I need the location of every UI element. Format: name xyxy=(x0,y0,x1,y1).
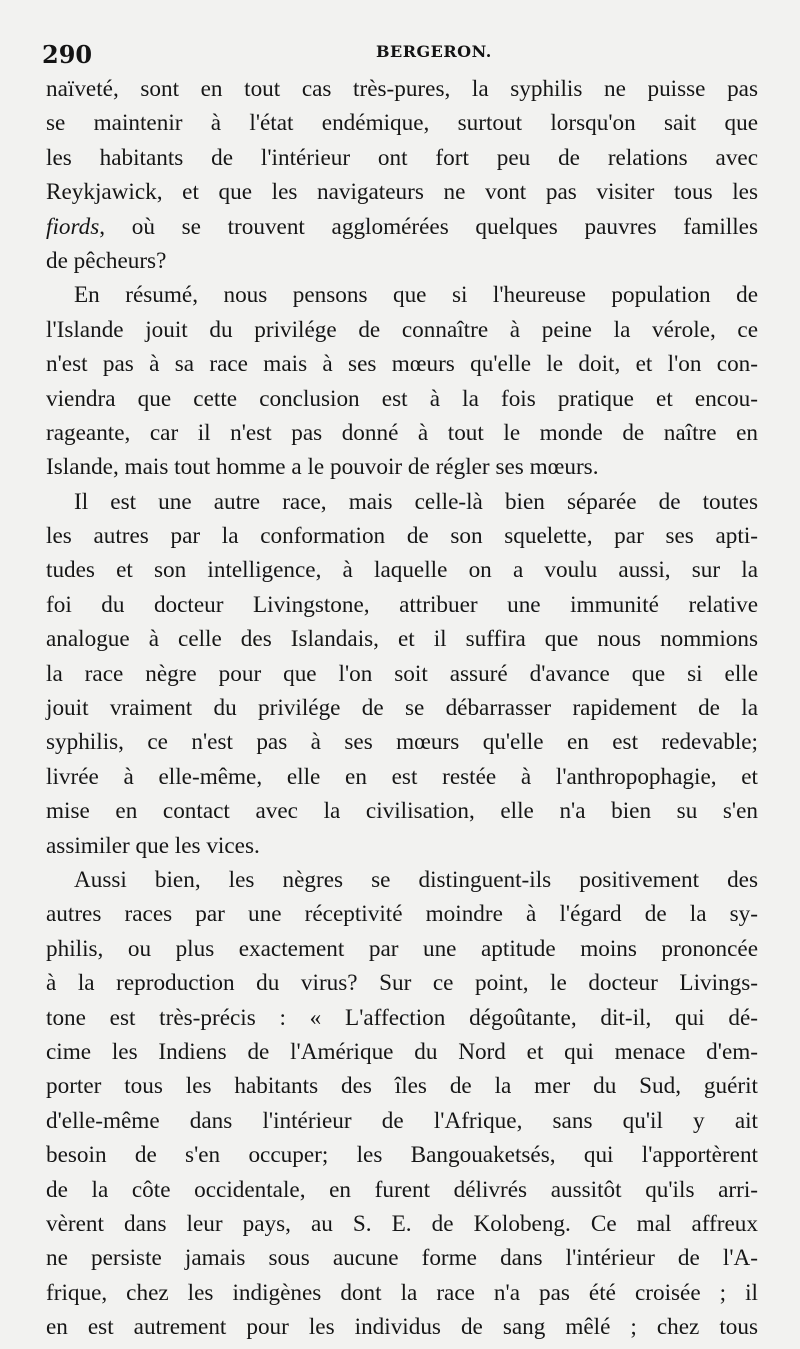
text-span: , où se trouvent agglomérées quelques pauvres familles xyxy=(99,213,758,240)
text-line: ne persiste jamais sous aucune forme dans l'intérieur de l'A- xyxy=(46,1245,758,1272)
text-line: tudes et son intelligence, à laquelle on a voulu aussi, sur la xyxy=(46,557,758,584)
text-line: à la reproduction du virus? Sur ce point, le docteur Livings- xyxy=(46,970,758,997)
text-line: Aussi bien, les nègres se distinguent-ils positivement des xyxy=(74,866,758,893)
text-line: autres races par une réceptivité moindre à l'égard de la sy- xyxy=(46,901,758,928)
text-line: Il est une autre race, mais celle-là bien séparée de toutes xyxy=(74,488,758,515)
text-line: mise en contact avec la civilisation, elle n'a bien su s'en xyxy=(46,798,758,825)
text-line: en est autrement pour les individus de sang mêlé ; chez tous xyxy=(46,1314,758,1341)
page-header xyxy=(42,40,758,70)
text-line: viendra que cette conclusion est à la fois pratique et encou- xyxy=(46,385,758,412)
text-line: Islande, mais tout homme a le pouvoir de régler ses mœurs. xyxy=(46,454,599,481)
text-line: syphilis, ce n'est pas à ses mœurs qu'elle en est redevable; xyxy=(46,729,758,756)
text-line: foi du docteur Livingstone, attribuer une immunité relative xyxy=(46,591,758,618)
text-line: de la côte occidentale, en furent délivrés aussitôt qu'ils arri- xyxy=(46,1176,758,1203)
text-line: analogue à celle des Islandais, et il suffira que nous nommions xyxy=(46,626,758,653)
italic-word: fiords xyxy=(46,213,100,240)
text-line xyxy=(46,210,758,244)
text-line: frique, chez les indigènes dont la race n'a pas été croisée ; il xyxy=(46,1279,758,1306)
text-line: la race nègre pour que l'on soit assuré d'avance que si elle xyxy=(46,660,758,687)
text-line: vèrent dans leur pays, au S. E. de Kolobeng. Ce mal affreux xyxy=(46,1210,758,1237)
text-line: tone est très-précis : « L'affection dégoûtante, dit-il, qui dé- xyxy=(46,1004,758,1031)
body-text xyxy=(46,72,758,1344)
text-line: les autres par la conformation de son squelette, par ses apti- xyxy=(46,523,758,550)
text-line: assimiler que les vices. xyxy=(46,832,260,859)
text-line: d'elle-même dans l'intérieur de l'Afrique, sans qu'il y ait xyxy=(46,1107,758,1134)
text-line: de pêcheurs? xyxy=(46,247,167,274)
running-head: BERGERON. xyxy=(376,42,492,61)
text-line: jouit vraiment du privilége de se débarrasser rapidement de la xyxy=(46,695,758,722)
text-line: porter tous les habitants des îles de la mer du Sud, guérit xyxy=(46,1073,758,1100)
text-line: l'Islande jouit du privilége de connaître à peine la vérole, ce xyxy=(46,316,758,343)
text-line: rageante, car il n'est pas donné à tout le monde de naître en xyxy=(46,419,758,446)
text-line: En résumé, nous pensons que si l'heureuse population de xyxy=(74,282,758,309)
text-line: cime les Indiens de l'Amérique du Nord et qui menace d'em- xyxy=(46,1038,758,1065)
text-line: les habitants de l'intérieur ont fort peu de relations avec xyxy=(46,144,758,171)
text-line: naïveté, sont en tout cas très-pures, la syphilis ne puisse pas xyxy=(46,76,758,102)
text-line: livrée à elle-même, elle en est restée à l'anthropophagie, et xyxy=(46,763,758,790)
text-line: se maintenir à l'état endémique, surtout lorsqu'on sait que xyxy=(46,110,758,137)
text-line: n'est pas à sa race mais à ses mœurs qu'elle le doit, et l'on con- xyxy=(46,351,758,378)
text-line: philis, ou plus exactement par une aptitude moins prononcée xyxy=(46,935,758,962)
text-line: besoin de s'en occuper; les Bangouaketsés, qui l'apportèrent xyxy=(46,1142,758,1169)
text-line: Reykjawick, et que les navigateurs ne vont pas visiter tous les xyxy=(46,179,758,206)
page-number: 290 xyxy=(42,40,93,69)
